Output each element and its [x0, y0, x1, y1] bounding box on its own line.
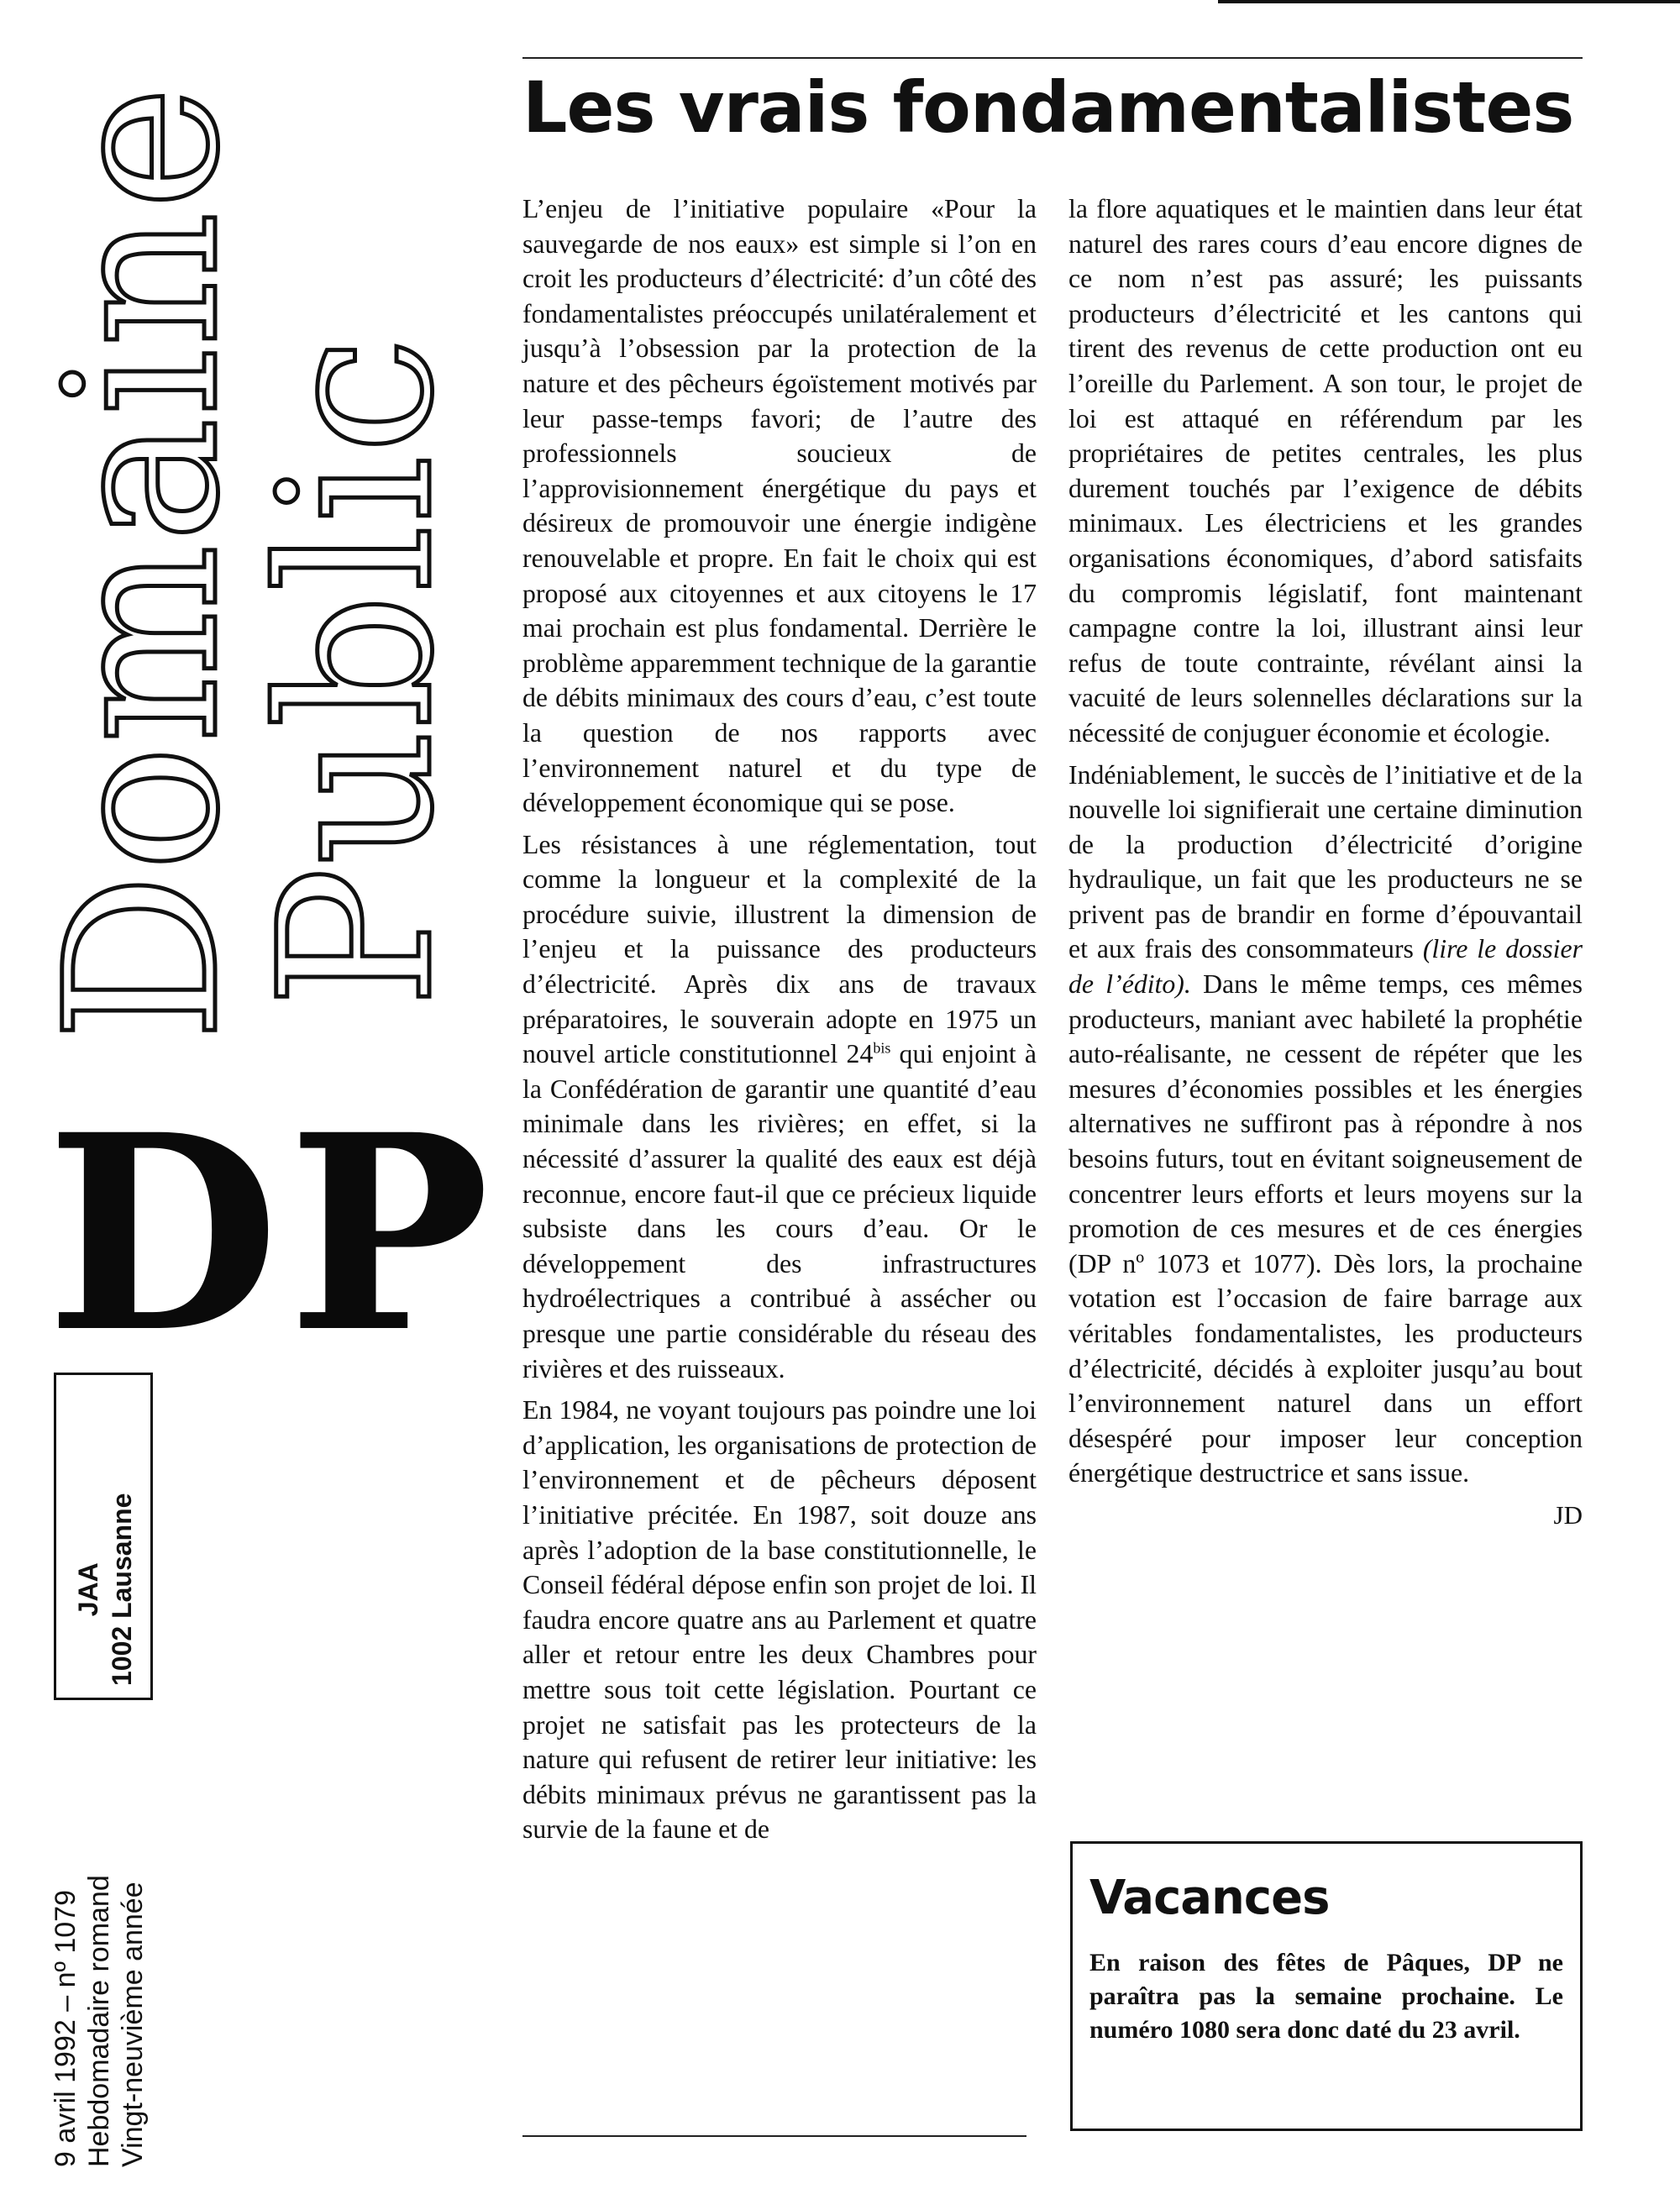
editorial-reference: (lire le dossier de l’édito). — [1068, 934, 1583, 1000]
notice-body: En raison des fêtes de Pâques, DP ne paraîtra pas la semaine prochaine. Le numéro 1080 sera donc daté du 23 avril. — [1089, 1949, 1563, 2044]
postal-text — [71, 1493, 139, 1686]
postal-box — [54, 1373, 153, 1700]
article-paragraph — [522, 827, 1037, 1387]
paragraph-text: Les résistances à une réglementation, tout comme la longueur et la complexité de la procédure suivie, illustrent la dimension de l’enjeu et la puissance des producteurs d’électricité. Après dix ans de travaux préparatoires, le souverain adopte en 1975 un nouvel article constitutionnel 24 — [522, 829, 1037, 1069]
article-paragraph: L’enjeu de l’initiative populaire «Pour la sauvegarde de nos eaux» est simple si l’on en croit les producteurs d’électricité: d’un côté des fondamentalistes préoccupés unilatéralement et jusqu’à l’obsession par la protection de la nature et des pêcheurs égoïstement motivés par leur passe-temps favori; de l’autre des professionnels soucieux de l’approvisionnement énergétique du pays et désireux de promouvoir une énergie indigène renouvelable et propre. En fait le choix qui est proposé aux citoyennes et aux citoyens le 17 mai prochain est plus fondamental. Derrière le problème apparemment technique de la garantie de débits minimaux des cours d’eau, c’est toute la question de nos rapports avec l’environnement naturel et du type de développement économique qui se pose. — [522, 194, 1037, 818]
superscript-bis: bis — [873, 1039, 891, 1057]
article-column-left — [522, 192, 1037, 1854]
article-headline: Les vrais fondamentalistes — [522, 66, 1574, 149]
notice-title: Vacances — [1089, 1871, 1330, 1925]
dp-logo: DP — [46, 1077, 499, 1392]
publication-type: Hebdomadaire romand — [83, 1875, 115, 2167]
author-signature: JD — [1553, 1499, 1583, 1530]
vacances-notice — [1070, 1841, 1583, 2131]
masthead-title-domaine: Domaine — [20, 84, 265, 1042]
article-column-right — [1068, 192, 1583, 1533]
paragraph-text: Dans le même temps, ces mêmes producteurs, maniant avec habileté la prophétie auto-réalisante, ne cessent de répéter que les mesures d’économies possibles et les énergies alternatives ne suffiront pas à répondre à nos besoins futurs, tout en évitant soigneusement de concentrer leurs efforts et leurs moyens sur la promotion de ces mesures et de ces énergies (DP nº 1073 et 1077). Dès lors, la prochaine votation est l’occasion de faire barrage aux véritables fondamentalistes, les producteurs d’électricité, décidés à exploiter jusqu’au bout l’environnement naturel dans un effort désespéré pour imposer leur conception énergétique destructrice et sans issue. — [1068, 969, 1583, 1488]
publication-year: Vingt-neuvième année — [117, 1882, 149, 2167]
paragraph-text: qui enjoint à la Confédération de garantir une quantité d’eau minimale dans les rivières; en effet, si la nécessité d’assurer la qualité des eaux est déjà reconnue, encore faut-il que ce précieux liquide subsiste dans les cours d’eau. Or le développement des infrastructures hydroélectriques a contribué à assécher ou presque une partie considérable du réseau des rivières et des ruisseaux. — [522, 1039, 1037, 1383]
masthead-title-public: Public — [234, 334, 479, 1008]
bottom-rule — [522, 2135, 1026, 2137]
postal-city: 1002 Lausanne — [107, 1493, 137, 1686]
article-paragraph: la flore aquatiques et le maintien dans leur état naturel des rares cours d’eau encore dignes de ce nom n’est pas assuré; les puissants producteurs d’électricité et les cantons qui tirent des revenus de cette production ont eu l’oreille du Parlement. A son tour, le projet de loi est attaqué en référendum par les propriétaires de petites centrales, les plus durement touchés par l’exigence de débits minimaux. Les électriciens et les grandes organisations économiques, d’abord satisfaits du compromis législatif, font maintenant campagne contre la loi, illustrant ainsi leur refus de toute contrainte, révélant ainsi la vacuité de leurs solennelles déclarations sur la nécessité de conjuguer économie et écologie. — [1068, 194, 1583, 748]
issue-dateline — [49, 1875, 150, 2167]
article-paragraph: En 1984, ne voyant toujours pas poindre une loi d’application, les organisations de protection de l’environnement et de pêcheurs déposent l’initiative précitée. En 1987, soit douze ans après l’adoption de la base constitutionnelle, le Conseil fédéral dépose enfin son projet de loi. Il faudra encore quatre ans au Parlement et quatre aller et retour entre les deux Chambres pour mettre sous toit cette législation. Pourtant ce projet ne satisfait pas les protecteurs de la nature qui refusent de retirer leur initiative: les débits minimaux prévus ne garantissent pas la survie de la faune et de — [522, 1395, 1037, 1845]
postal-jaa: JAA — [73, 1562, 103, 1617]
corner-mark — [1218, 0, 1680, 3]
top-rule — [522, 57, 1583, 59]
masthead — [0, 0, 504, 2210]
issue-date: 9 avril 1992 – nº 1079 — [50, 1890, 81, 2167]
article-paragraph — [1068, 758, 1583, 1491]
paragraph-text: Indéniablement, le succès de l’initiative et de la nouvelle loi signifierait une certaine diminution de la production d’électricité d’origine hydraulique, un fait que les producteurs ne se privent pas de brandir en forme d’épouvantail et aux frais des consommateurs — [1068, 759, 1583, 964]
